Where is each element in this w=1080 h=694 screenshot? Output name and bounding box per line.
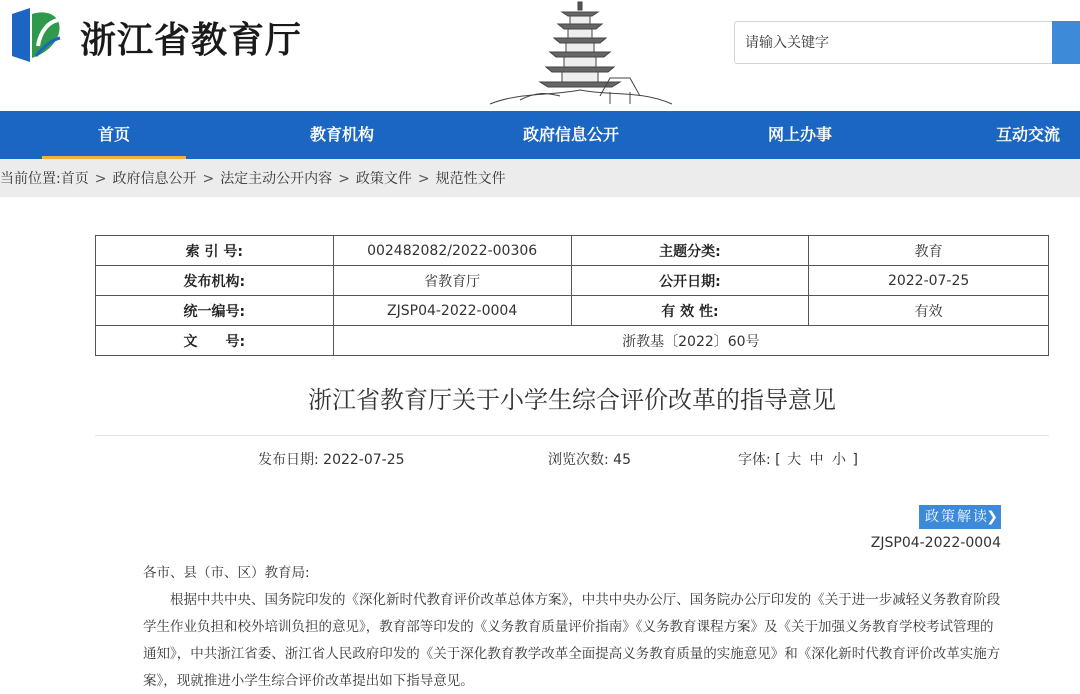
site-title[interactable]: 浙江省教育厅 — [80, 19, 303, 61]
issuer-label: 发布机构: — [96, 266, 334, 296]
date-value: 2022-07-25 — [809, 266, 1049, 296]
font-size-small-button[interactable]: 小 — [832, 452, 846, 468]
site-header — [0, 0, 1080, 111]
category-label: 主题分类: — [571, 236, 809, 266]
article-title: 浙江省教育厅关于小学生综合评价改革的指导意见 — [308, 386, 836, 414]
nav-item-interaction[interactable]: 互动交流 — [995, 125, 1060, 144]
chevron-right-icon: ❯ — [986, 509, 998, 525]
policy-interpretation-button[interactable] — [919, 505, 1001, 529]
search-input[interactable] — [735, 22, 1053, 63]
site-logo-icon[interactable] — [8, 6, 66, 64]
publish-date: 发布日期: 2022-07-25 — [258, 452, 405, 468]
table-row — [96, 266, 1049, 296]
index-label: 索 引 号: — [96, 236, 334, 266]
breadcrumb — [0, 159, 1080, 197]
document-meta-table — [95, 235, 1049, 356]
breadcrumb-separator: > — [417, 171, 430, 187]
font-size-large-button[interactable]: 大 — [787, 452, 802, 468]
font-size-medium-button[interactable]: 中 — [809, 452, 824, 468]
search-box — [734, 21, 1080, 64]
docno-value: 浙教基〔2022〕60号 — [333, 326, 1048, 356]
nav-item-gov-info[interactable]: 政府信息公开 — [522, 125, 619, 144]
nav-item-home[interactable]: 首页 — [42, 111, 186, 159]
breadcrumb-home[interactable]: 首页 — [60, 171, 89, 187]
title-divider — [95, 435, 1049, 436]
search-button[interactable] — [1052, 21, 1080, 64]
breadcrumb-normative-docs[interactable]: 规范性文件 — [435, 171, 506, 187]
nav-item-institutions[interactable]: 教育机构 — [309, 125, 374, 144]
policy-button-label: 政策解读 — [925, 509, 989, 525]
table-row — [96, 326, 1049, 356]
breadcrumb-separator: > — [94, 171, 107, 187]
date-label: 公开日期: — [571, 266, 809, 296]
view-count: 浏览次数: 45 — [548, 452, 631, 468]
breadcrumb-separator: > — [338, 171, 350, 187]
breadcrumb-policy-docs[interactable]: 政策文件 — [355, 171, 412, 187]
font-size-control — [738, 449, 858, 469]
index-value: 002482082/2022-00306 — [333, 236, 571, 266]
font-size-close-bracket: ] — [852, 452, 858, 468]
font-size-label: 字体: [ — [738, 452, 781, 468]
breadcrumb-statutory[interactable]: 法定主动公开内容 — [220, 171, 333, 187]
body-paragraph: 根据中共中央、国务院印发的《深化新时代教育评价改革总体方案》，中共中央办公厅、国务院办公厅印发的《关于进一步减轻义务教育阶段学生作业负担和校外培训负担的意见》，教育部等印发的《义务教育质量评价指南》《义务教育课程方案》及《关于加强义务教育学校考试管理的通知》，中共浙江省委、浙江省人民政府印发的《关于深化教育教学改革全面提高义务教育质量的实施意见》和《深化新时代教育评价改革实施方案》，现就推进小学生综合评价改革提出如下指导意见。 — [143, 592, 1001, 689]
breadcrumb-gov-info[interactable]: 政府信息公开 — [112, 171, 197, 187]
salutation: 各市、县（市、区）教育局: — [143, 565, 310, 581]
document-code: ZJSP04-2022-0004 — [870, 535, 1001, 551]
issuer-value: 省教育厅 — [333, 266, 571, 296]
table-row — [96, 296, 1049, 326]
breadcrumb-prefix: 当前位置: — [0, 171, 61, 187]
main-nav — [0, 111, 1080, 159]
article-body — [143, 560, 1003, 694]
validity-value: 有效 — [809, 296, 1049, 326]
code-label: 统一编号: — [96, 296, 334, 326]
validity-label: 有 效 性: — [571, 296, 809, 326]
code-value: ZJSP04-2022-0004 — [333, 296, 571, 326]
category-value: 教育 — [809, 236, 1049, 266]
breadcrumb-separator: > — [202, 171, 215, 187]
docno-label: 文 号: — [96, 326, 334, 356]
pagoda-illustration — [480, 0, 680, 108]
table-row — [96, 236, 1049, 266]
nav-item-online-services[interactable]: 网上办事 — [767, 125, 832, 144]
